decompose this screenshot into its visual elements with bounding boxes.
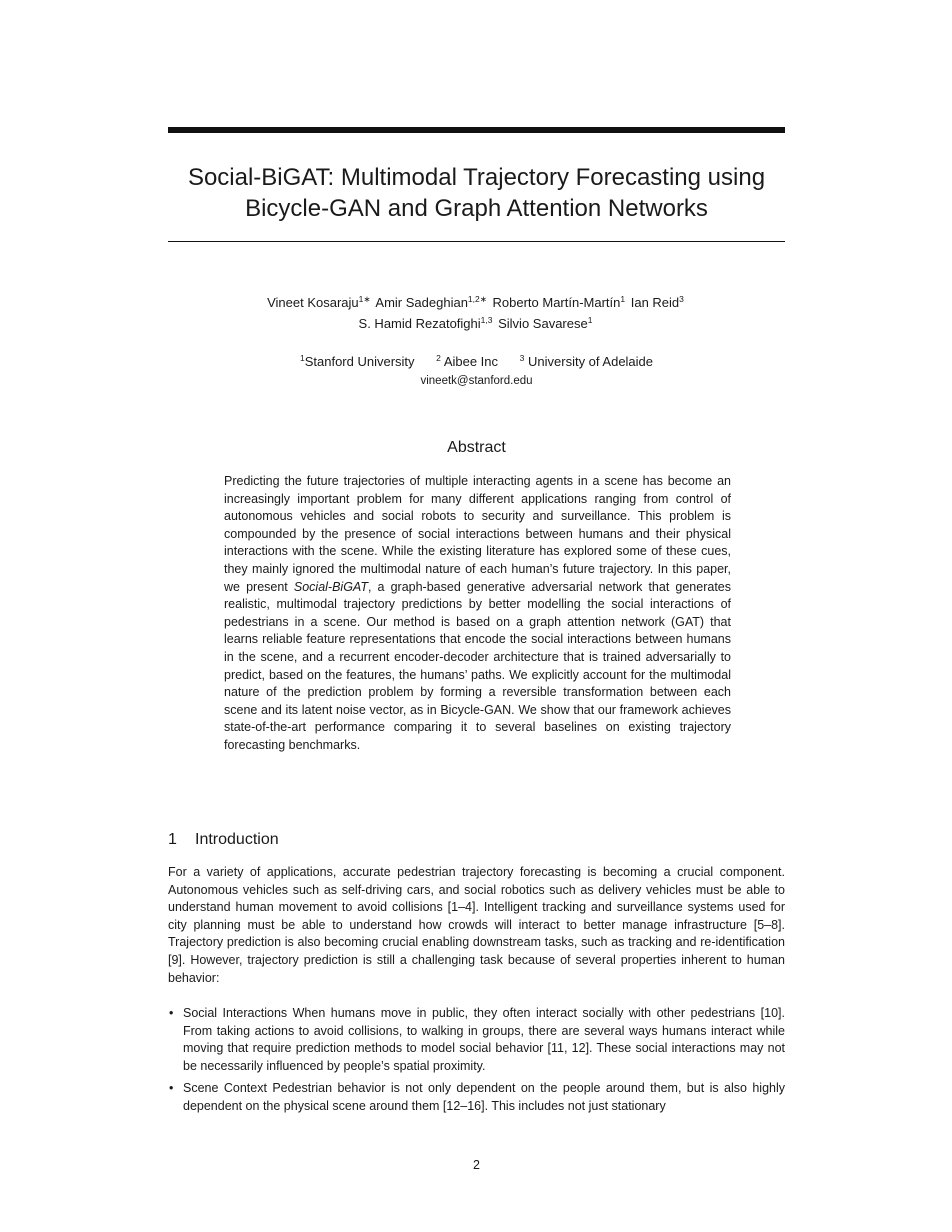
author: Amir Sadeghian$^{1,2∗}$: [375, 294, 487, 310]
bullet-icon: •: [169, 1006, 174, 1020]
affiliation: $^3$ University of Adelaide: [519, 353, 654, 369]
author-line-1: [168, 292, 785, 313]
bullet-list: [168, 1005, 785, 1121]
title-line-2: Bicycle-GAN and Graph Attention Networks: [245, 195, 708, 222]
intro-paragraph: For a variety of applications, accurate pedestrian trajectory forecasting is becoming a crucial component. Autonomous vehicles such as self-driving cars, and social robotics such as delivery vehicles must be able to understand human movement to avoid collisions [1–4]. Intelligent tracking and surveillance systems used for city planning must be able to understand how crowds will interact to better manage infrastructure [5–8]. Trajectory prediction is also becoming crucial enabling downstream tasks, such as tracking and re-identification [9]. However, trajectory prediction is still a challenging task because of several properties inherent to human behavior:: [168, 865, 785, 985]
author: S. Hamid Rezatofighi$^{1,3}$: [358, 315, 493, 331]
abstract-text: Predicting the future trajectories of multiple interacting agents in a scene has become an increasingly important problem for many different applications ranging from control of autonomous vehicles and social robots to security and surveillance. This problem is compounded by the presence of social interactions between humans and their physical interactions with the scene. While the existing literature has explored some of these cues, they mainly ignored the multimodal nature of each human’s future trajectory. In this paper, we present Social-BiGAT, a graph-based generative adversarial network that generates realistic, multimodal trajectory predictions by better modelling the social interactions of pedestrians in a scene. Our method is based on a graph attention network (GAT) that learns reliable feature representations that encode the social interactions between humans in the scene, and a recurrent encoder-decoder architecture that is trained adversarially to predict, based on the features, the humans’ paths. We explicitly account for the multimodal nature of the prediction problem by forming a reversible transformation between each scene and its latent noise vector, as in Bicycle-GAN. We show that our framework achieves state-of-the-art performance comparing it to several baselines on existing trajectory forecasting benchmarks.: [224, 474, 731, 752]
author-line-2: [168, 313, 785, 334]
author-list: [168, 292, 785, 334]
affiliations: [168, 352, 785, 371]
author: Roberto Martín-Martín$^1$: [492, 294, 626, 310]
title-line-1: Social-BiGAT: Multimodal Trajectory Forecasting using: [187, 164, 766, 191]
list-item: • Social Interactions When humans move in public, they often interact socially with other pedestrians [10]. From taking actions to avoid collisions, to walking in groups, there are several ways humans interact while moving that require prediction methods to model social behavior [11, 12]. These social interactions may not be necessarily influenced by people’s spatial proximity.: [169, 1006, 785, 1073]
paper-title: [168, 162, 785, 224]
author: Ian Reid$^3$: [630, 294, 684, 310]
author: Vineet Kosaraju$^{1∗}$: [267, 294, 371, 310]
section-heading: [168, 829, 785, 851]
affiliation: $^1$Stanford University: [299, 353, 415, 369]
section-number: 1: [168, 831, 177, 848]
page-number: 2: [473, 1158, 480, 1172]
title-rule-top: [168, 127, 785, 133]
title-rule-bottom: [168, 241, 785, 242]
bullet-icon: •: [169, 1081, 174, 1096]
abstract-heading: Abstract: [447, 439, 506, 456]
contact-email: vineetk@stanford.edu: [420, 375, 533, 387]
author: Silvio Savarese$^1$: [498, 315, 593, 331]
method-name: Social-BiGAT: [293, 579, 368, 594]
section-title: Introduction: [195, 831, 279, 848]
affiliation: $^2$ Aibee Inc: [436, 353, 499, 369]
list-item: • Scene Context Pedestrian behavior is not only dependent on the people around them, but is also highly dependent on the physical scene around them [12–16]. This includes not just stationary: [169, 1081, 785, 1113]
